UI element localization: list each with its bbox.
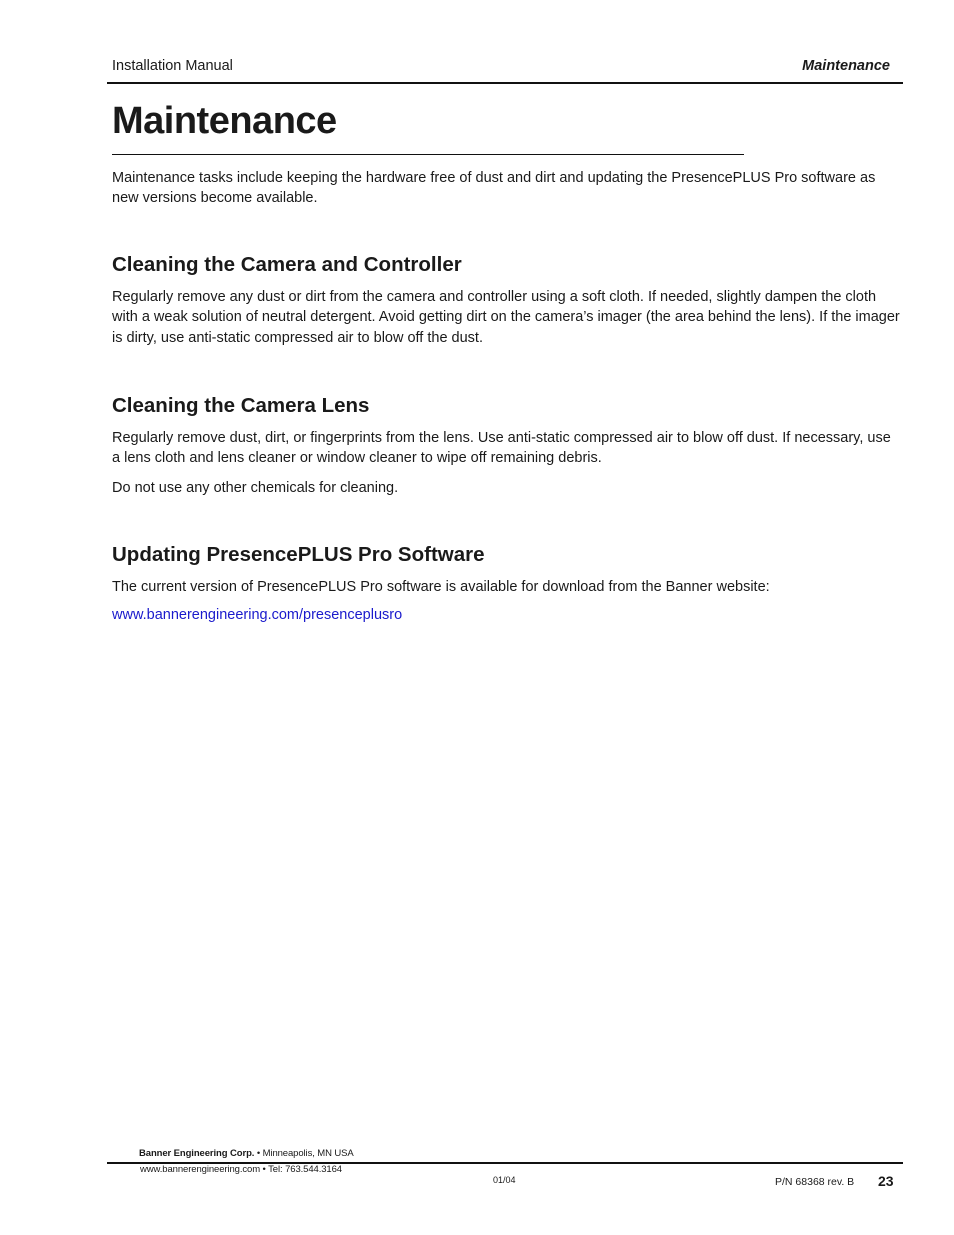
footer-part-number: P/N 68368 rev. B [775,1176,855,1188]
header-rule [107,82,903,84]
section-heading-updating-software: Updating PresencePLUS Pro Software [112,543,485,566]
section-heading-cleaning-camera-controller: Cleaning the Camera and Controller [112,253,462,276]
section-paragraph: Do not use any other chemicals for cleaning. [112,480,399,496]
header-left-label: Installation Manual [112,58,233,74]
footer-date: 01/04 [493,1175,516,1185]
footer-company [139,1148,354,1159]
section-paragraph: The current version of PresencePLUS Pro software is available for download from the Banner website: [112,579,770,595]
section-heading-cleaning-camera-lens: Cleaning the Camera Lens [112,394,370,417]
footer-company-name: Banner Engineering Corp. [139,1148,255,1159]
page-title: Maintenance [112,100,337,142]
title-rule [112,154,744,155]
download-link[interactable]: www.bannerengineering.com/presenceplusro [112,607,403,623]
section-paragraph: Regularly remove any dust or dirt from the camera and controller using a soft cloth. If needed, slightly dampen the cloth with a weak solution of neutral detergent. Avoid getting dirt on the camera’s imager (the area behind the lens). If the imager is dirty, use anti-static compressed air to blow off the dust. [112,289,900,346]
section-paragraph: Regularly remove dust, dirt, or fingerprints from the lens. Use anti-static compressed air to blow off dust. If necessary, use a lens cloth and lens cleaner or window cleaner to wipe off remaining debris. [112,430,891,467]
footer-web-tel: www.bannerengineering.com • Tel: 763.544.3164 [140,1164,342,1175]
page-number: 23 [878,1173,894,1189]
intro-paragraph: Maintenance tasks include keeping the hardware free of dust and dirt and updating the PresencePLUS Pro software as new versions become available. [112,170,876,207]
footer-company-location: • Minneapolis, MN USA [254,1148,354,1159]
header-section-label: Maintenance [802,58,890,74]
